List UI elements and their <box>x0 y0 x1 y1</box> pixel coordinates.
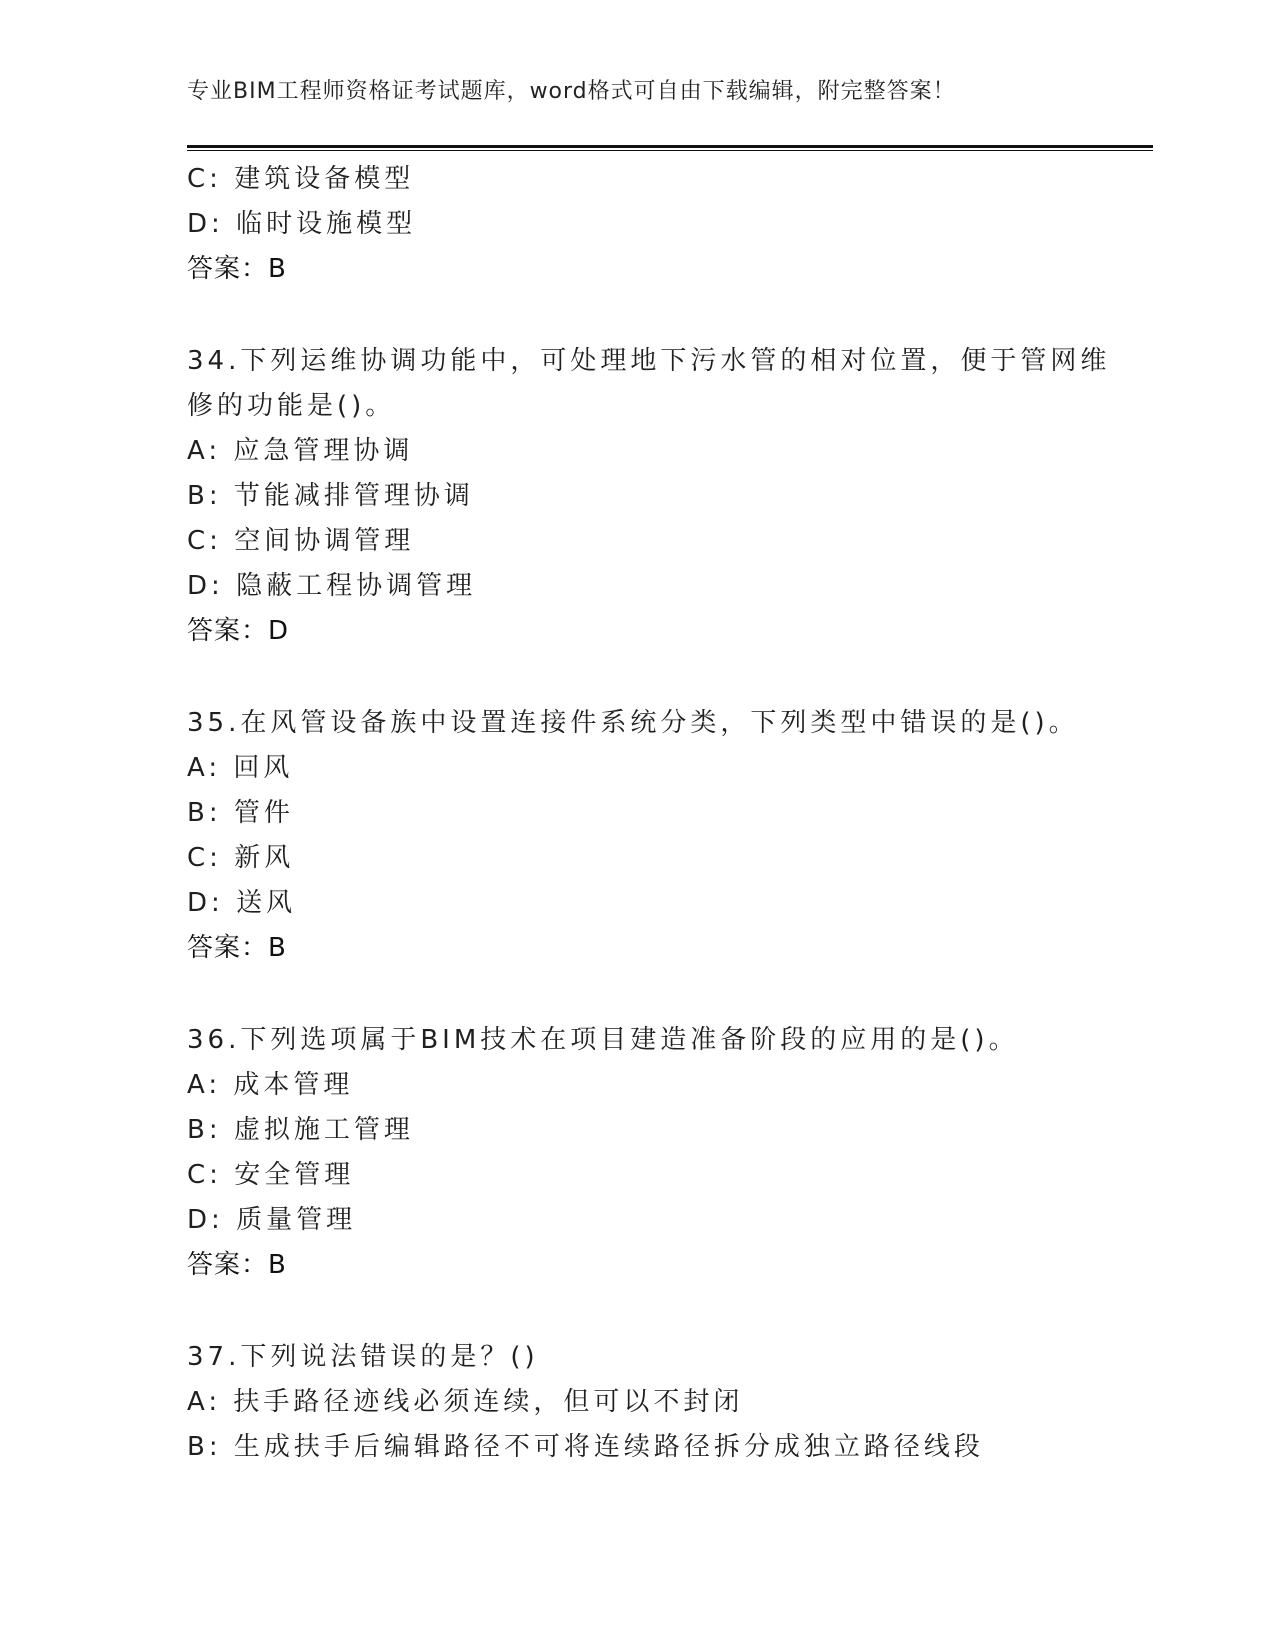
answer-label: 答案： <box>187 616 269 646</box>
option-line: D: 质量管理 <box>187 1205 357 1235</box>
question-stem: 36.下列选项属于BIM技术在项目建造准备阶段的应用的是()。 <box>187 1025 1019 1055</box>
option-letter: A <box>187 1070 209 1100</box>
option-text: 应急管理协调 <box>233 436 414 466</box>
answer-line <box>187 609 1087 654</box>
header-rule-thin <box>187 150 1153 151</box>
option-letter: B <box>187 1432 209 1462</box>
option-text: 安全管理 <box>234 1160 355 1190</box>
continued-question <box>187 157 1087 292</box>
answer-value: B <box>268 1250 287 1280</box>
option-text: 临时设施模型 <box>236 209 417 239</box>
option-letter: B <box>187 798 209 828</box>
answer-line <box>187 1243 1087 1288</box>
answer-line <box>187 926 1087 971</box>
option-letter: B <box>187 481 209 511</box>
option-text: 新风 <box>234 843 295 873</box>
option-line: B: 节能减排管理协调 <box>187 481 474 511</box>
question-stem: 34.下列运维协调功能中，可处理地下污水管的相对位置，便于管网维 <box>187 346 1111 376</box>
option-line: A: 回风 <box>187 753 294 783</box>
option-text: 虚拟施工管理 <box>233 1115 414 1145</box>
answer-value: B <box>268 254 287 284</box>
answer-label: 答案： <box>187 933 269 963</box>
question-37 <box>187 1335 1087 1470</box>
option-letter: D <box>187 888 212 918</box>
option-line: D: 送风 <box>187 888 297 918</box>
option-letter: D <box>187 571 212 601</box>
page-header: 专业BIM工程师资格证考试题库，word格式可自由下载编辑，附完整答案！ <box>187 79 956 104</box>
question-36 <box>187 1018 1087 1288</box>
question-35 <box>187 701 1087 971</box>
option-letter: C <box>187 1160 210 1190</box>
option-letter: C <box>187 164 210 194</box>
option-line: A: 成本管理 <box>187 1070 354 1100</box>
option-line: B: 虚拟施工管理 <box>187 1115 414 1145</box>
option-text: 空间协调管理 <box>234 526 415 556</box>
option-text: 隐蔽工程协调管理 <box>236 571 477 601</box>
option-text: 管件 <box>233 798 294 828</box>
option-letter: D <box>187 209 212 239</box>
option-line: C: 新风 <box>187 843 295 873</box>
question-34 <box>187 339 1111 654</box>
option-text: 扶手路径迹线必须连续，但可以不封闭 <box>233 1387 744 1417</box>
option-text: 成本管理 <box>233 1070 354 1100</box>
option-letter: C <box>187 526 210 556</box>
option-line: C: 安全管理 <box>187 1160 355 1190</box>
option-letter: A <box>187 436 209 466</box>
option-line: C: 空间协调管理 <box>187 526 415 556</box>
header-rule-thick <box>187 145 1153 148</box>
option-text: 质量管理 <box>236 1205 357 1235</box>
option-text: 建筑设备模型 <box>234 164 415 194</box>
option-letter: A <box>187 1387 209 1417</box>
option-text: 回风 <box>233 753 294 783</box>
option-line: A: 扶手路径迹线必须连续，但可以不封闭 <box>187 1387 744 1417</box>
question-content <box>187 157 1111 1470</box>
option-text: 送风 <box>236 888 297 918</box>
answer-label: 答案： <box>187 254 269 284</box>
option-letter: B <box>187 1115 209 1145</box>
option-line: D: 临时设施模型 <box>187 209 417 239</box>
answer-label: 答案： <box>187 1250 269 1280</box>
option-text: 生成扶手后编辑路径不可将连续路径拆分成独立路径线段 <box>233 1432 984 1462</box>
option-line: A: 应急管理协调 <box>187 436 414 466</box>
option-line: B: 生成扶手后编辑路径不可将连续路径拆分成独立路径线段 <box>187 1432 984 1462</box>
question-stem: 修的功能是()。 <box>187 391 396 421</box>
option-letter: D <box>187 1205 212 1235</box>
option-line: D: 隐蔽工程协调管理 <box>187 571 477 601</box>
option-text: 节能减排管理协调 <box>233 481 474 511</box>
question-stem: 35.在风管设备族中设置连接件系统分类，下列类型中错误的是()。 <box>187 708 1079 738</box>
option-letter: A <box>187 753 209 783</box>
answer-value: D <box>268 616 290 646</box>
option-letter: C <box>187 843 210 873</box>
answer-line <box>187 247 1087 292</box>
question-stem: 37.下列说法错误的是？() <box>187 1342 539 1372</box>
option-line: C: 建筑设备模型 <box>187 164 415 194</box>
option-line: B: 管件 <box>187 798 294 828</box>
answer-value: B <box>268 933 287 963</box>
